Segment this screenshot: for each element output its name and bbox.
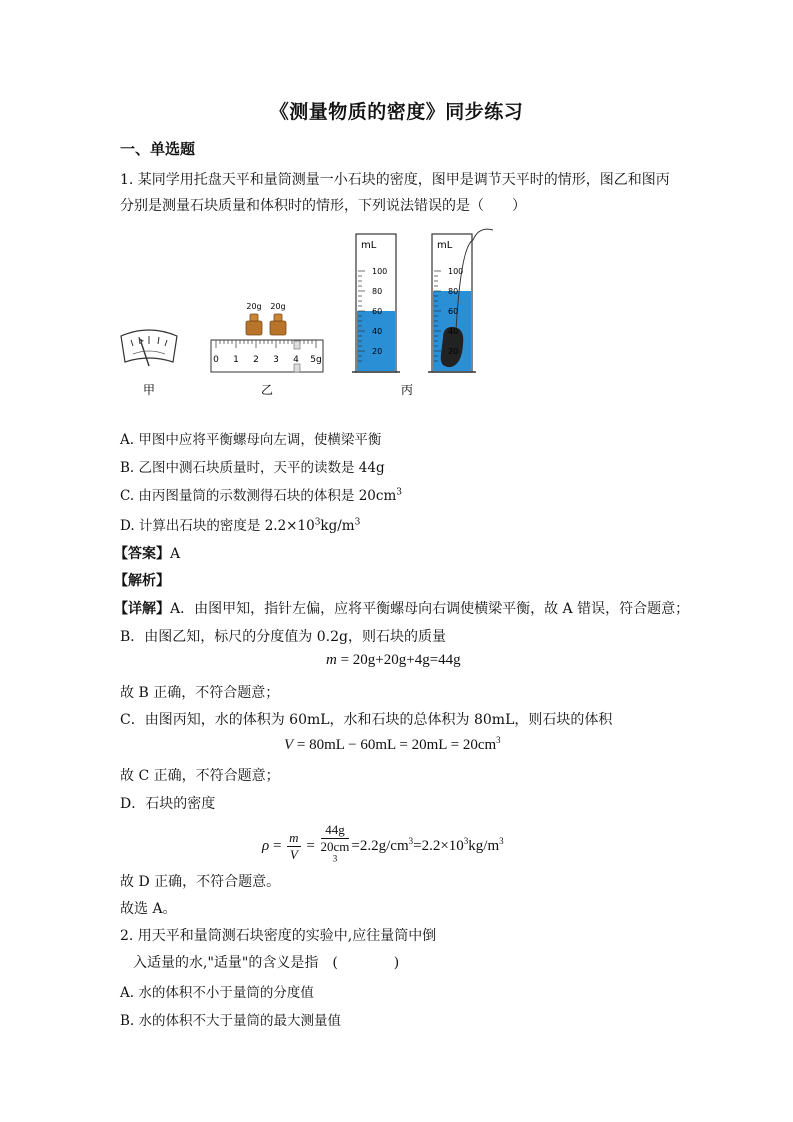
q1-option-d: D. 计算出石块的密度是 $2.2\times 10^3kg/m^3$: [120, 517, 361, 534]
cylinder-tick-label: 40: [372, 327, 383, 336]
cylinder-left-unit: mL: [361, 240, 377, 251]
page-title: 《测量物质的密度》同步练习: [269, 101, 524, 123]
q1-stem-line2: 分别是测量石块质量和体积时的情形，下列说法错误的是（ ）: [120, 198, 526, 214]
q1-c-conclusion: 故 C 正确，不符合题意；: [120, 768, 280, 784]
ruler-drawing: [211, 340, 323, 372]
cylinder-tick-label: 40: [448, 327, 459, 336]
cylinder-tick-label: 80: [448, 287, 459, 296]
q2-option-b: B. 水的体积不大于量筒的最大测量值: [120, 1013, 342, 1029]
q1-b-conclusion: 故 B 正确，不符合题意；: [120, 685, 280, 701]
cylinder-tick-label: 20: [372, 347, 383, 356]
ruler-tick-label: 4: [293, 355, 299, 365]
q1-detail-a: 【详解】A．由图甲知，指针左偏，应将平衡螺母向右调使横梁平衡，故 A 错误，符合题意；: [114, 601, 690, 617]
q1-detail-b: B．由图乙知，标尺的分度值为 0.2g，则石块的质量: [120, 629, 446, 645]
cylinder-right-unit: mL: [437, 240, 453, 251]
q1-detail-c: C．由图丙知，水的体积为 60mL，水和石块的总体积为 80mL，则石块的体积: [120, 712, 613, 728]
section-heading: 一、单选题: [120, 140, 196, 158]
q1-option-b: B. 乙图中测石块质量时，天平的读数是 44g: [120, 460, 385, 476]
q1-equation-density: ρ = $\frac{m}{V}$ = 44g 20cm $^3$ $=2.2g/cm^3=2.2\times 10^3kg/m^3$: [262, 822, 504, 864]
ruler-tick-label: 5g: [310, 355, 322, 365]
weights-drawing: [246, 314, 286, 335]
weight-label-2: 20g: [270, 302, 286, 311]
q1-analysis-heading: 【解析】: [114, 573, 170, 589]
cylinder-tick-label: 100: [448, 267, 464, 276]
cylinder-tick-label: 60: [448, 307, 459, 316]
q1-figure: [115, 226, 505, 406]
ruler-tick-label: 2: [253, 355, 259, 365]
q1-option-a: A. 甲图中应将平衡螺母向左调，使横梁平衡: [120, 432, 382, 448]
q1-d-conclusion: 故 D 正确，不符合题意。: [120, 874, 281, 890]
q2-stem-line2: 入适量的水,"适量"的含义是指 ( ): [133, 955, 400, 971]
fig-label-jia: 甲: [142, 383, 156, 397]
q1-option-c: C. 由丙图量筒的示数测得石块的体积是 $20cm^3$: [120, 487, 402, 504]
cylinder-tick-label: 60: [372, 307, 383, 316]
q1-equation-mass: m = 20g+20g+4g=44g: [326, 652, 461, 668]
cylinder-tick-label: 80: [372, 287, 383, 296]
cylinder-tick-label: 20: [448, 347, 459, 356]
ruler-tick-label: 1: [233, 355, 239, 365]
cylinder-tick-label: 100: [372, 267, 388, 276]
q1-detail-d: D．石块的密度: [120, 796, 216, 812]
fig-label-yi: 乙: [260, 383, 274, 397]
ruler-tick-label: 3: [273, 355, 279, 365]
q1-stem-line1: 1. 某同学用托盘天平和量筒测量一小石块的密度，图甲是调节天平时的情形，图乙和图丙: [120, 172, 670, 188]
ruler-tick-label: 0: [213, 355, 219, 365]
balance-dial-drawing: [121, 330, 177, 366]
fig-label-bing: 丙: [400, 383, 414, 397]
q1-answer: 【答案】A: [114, 546, 181, 562]
q2-stem-line1: 2. 用天平和量筒测石块密度的实验中,应往量筒中倒: [120, 928, 437, 944]
weight-label-1: 20g: [246, 302, 262, 311]
q1-figure-svg: [115, 226, 505, 406]
q2-option-a: A. 水的体积不小于量筒的分度值: [120, 985, 314, 1001]
q1-equation-volume: $V = 80mL - 60mL = 20mL = 20cm^3$: [284, 735, 501, 753]
q1-final: 故选 A。: [120, 901, 177, 917]
